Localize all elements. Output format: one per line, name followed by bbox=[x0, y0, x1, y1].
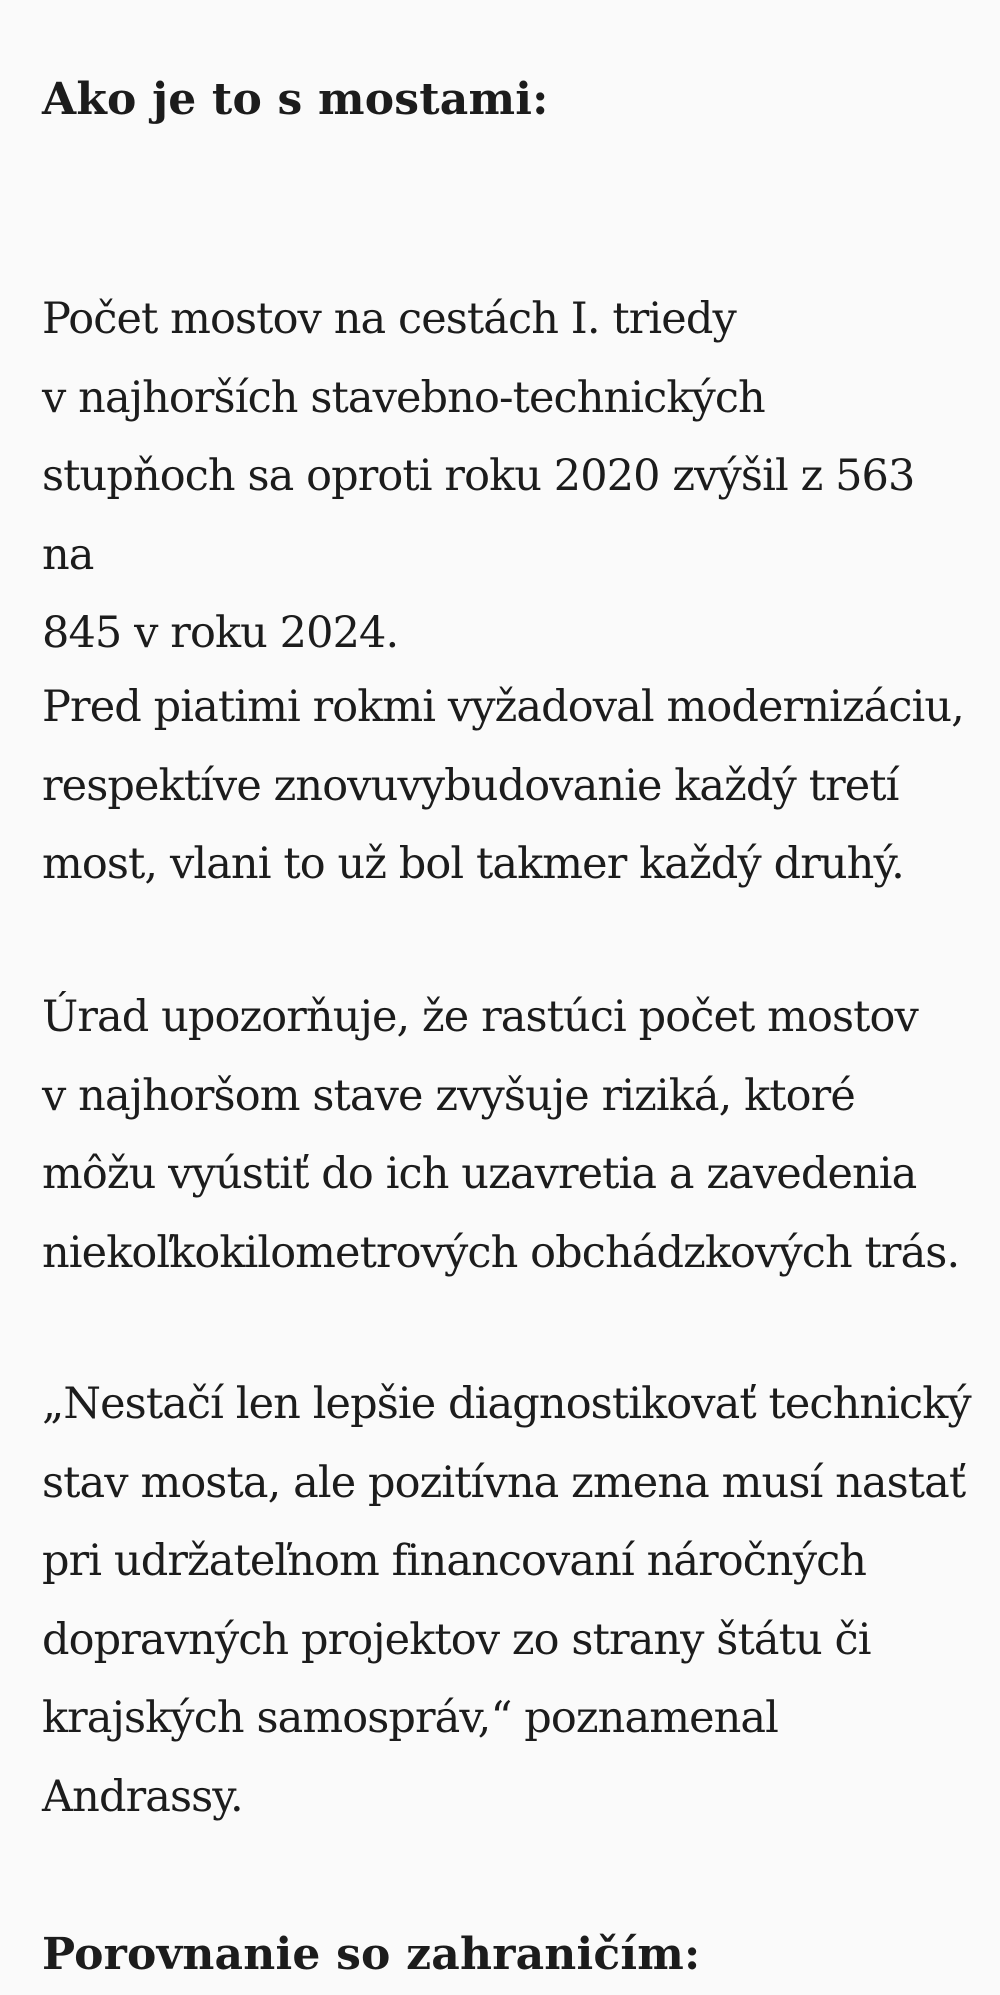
paragraph-bridge-count: Počet mostov na cestách I. triedy v najhorších stavebno-technických stupňoch sa oproti roku 2020 zvýšil z 563 na 845 v roku 2024. bbox=[42, 294, 915, 658]
paragraph-quote: „Nestačí len lepšie diagnostikovať technický stav mosta, ale pozitívna zmena musí nastať pri udržateľnom financovaní náročných dopravných projektov zo strany štátu či krajských samospráv,“ poznamenal Andrassy. bbox=[42, 1379, 971, 1822]
paragraph-modernization: Pred piatimi rokmi vyžadoval modernizáciu, respektíve znovuvybudovanie každý tretí most, vlani to už bol takmer každý druhý. bbox=[42, 682, 964, 889]
section-heading-bridges: Ako je to s mostami: bbox=[42, 74, 549, 125]
section-heading-abroad: Porovnanie so zahraničím: bbox=[42, 1929, 701, 1980]
paragraph-risks: Úrad upozorňuje, že rastúci počet mostov v najhoršom stave zvyšuje riziká, ktoré môžu vyústiť do ich uzavretia a zavedenia niekoľkokilometrových obchádzkových trás. bbox=[42, 992, 960, 1278]
